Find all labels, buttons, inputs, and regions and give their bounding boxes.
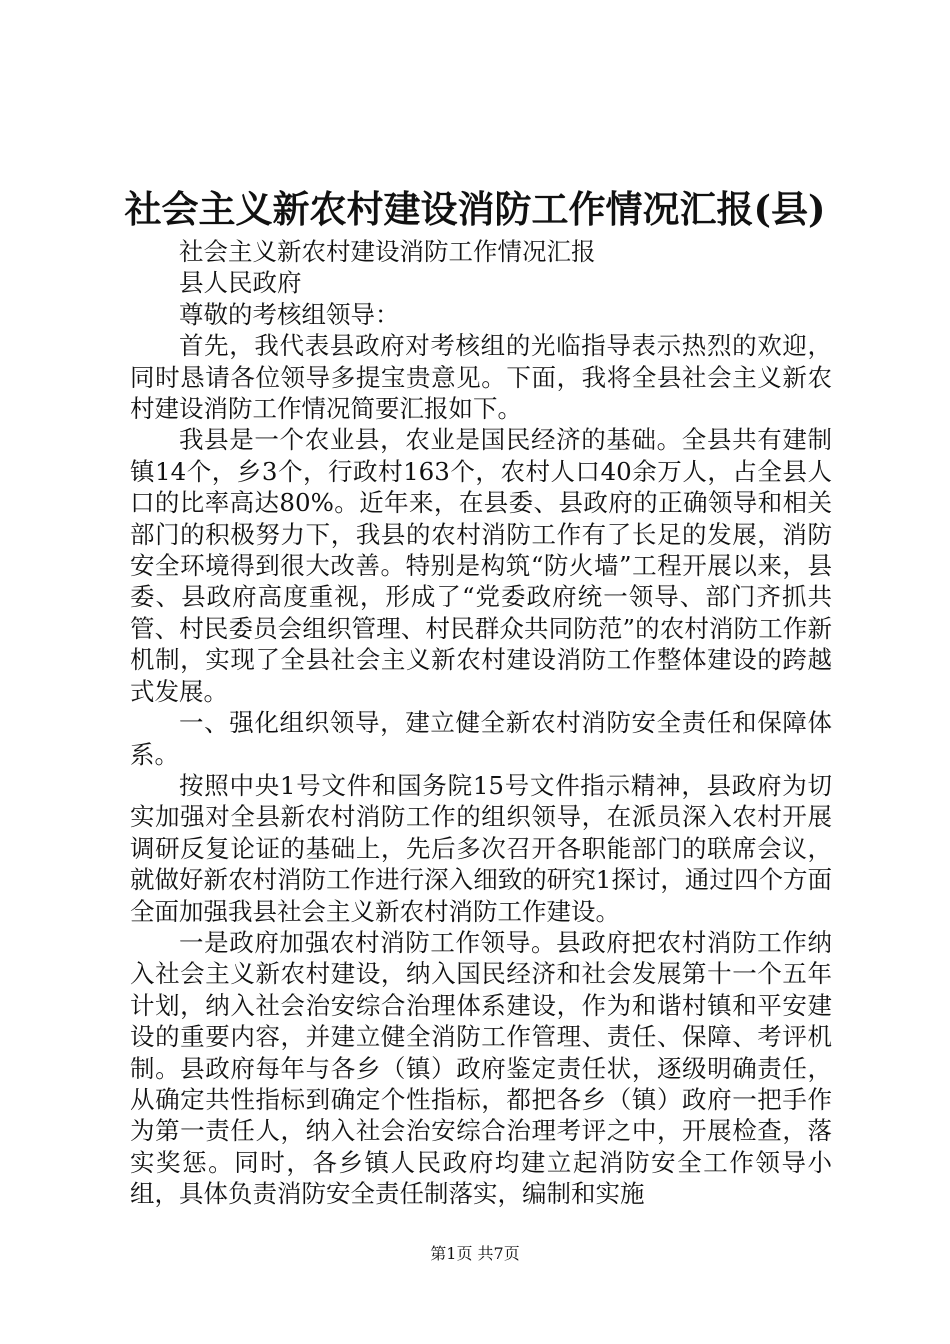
body-paragraph: 我县是一个农业县，农业是国民经济的基础。全县共有建制镇14个，乡3个，行政村163个，农村人口40余万人，占全县人口的比率高达80%。近年来，在县委、县政府的正确领导和相关部门的积极努力下，我县的农村消防工作有了长足的发展，消防安全环境得到很大改善。特别是构筑“防火墙”工程开展以来，县委、县政府高度重视，形成了“党委政府统一领导、部门齐抓共管、村民委员会组织管理、村民群众共同防范”的农村消防工作新机制，实现了全县社会主义新农村建设消防工作整体建设的跨越式发展。: [130, 425, 832, 706]
body-paragraph: 按照中央1号文件和国务院15号文件指示精神，县政府为切实加强对全县新农村消防工作的组织领导，在派员深入农村开展调研反复论证的基础上，先后多次召开各职能部门的联席会议，就做好新农村消防工作进行深入细致的研究1探讨，通过四个方面全面加强我县社会主义新农村消防工作建设。: [130, 770, 832, 926]
page-footer: 第1页 共7页: [430, 1244, 520, 1263]
body-paragraph: 一是政府加强农村消防工作领导。县政府把农村消防工作纳入社会主义新农村建设，纳入国民经济和社会发展第十一个五年计划，纳入社会治安综合治理体系建设，作为和谐村镇和平安建设的重要内容，并建立健全消防工作管理、责任、保障、考评机制。县政府每年与各乡（镇）政府鉴定责任状，逐级明确责任，从确定共性指标到确定个性指标，都把各乡（镇）政府一把手作为第一责任人，纳入社会治安综合治理考评之中，开展检查，落实奖惩。同时，各乡镇人民政府均建立起消防安全工作领导小组，具体负责消防安全责任制落实，编制和实施: [130, 927, 832, 1209]
document-body: [130, 236, 832, 1210]
document-title: 社会主义新农村建设消防工作情况汇报(县): [124, 187, 826, 231]
salutation-paragraph: 尊敬的考核组领导：: [179, 299, 400, 329]
body-paragraph: 首先，我代表县政府对考核组的光临指导表示热烈的欢迎，同时恳请各位领导多提宝贵意见。下面，我将全县社会主义新农村建设消防工作情况简要汇报如下。: [130, 331, 832, 424]
subtitle-paragraph: 社会主义新农村建设消防工作情况汇报: [179, 237, 596, 266]
section-heading: 一、强化组织领导，建立健全新农村消防安全责任和保障体系。: [130, 708, 832, 769]
author-paragraph: 县人民政府: [179, 268, 302, 298]
